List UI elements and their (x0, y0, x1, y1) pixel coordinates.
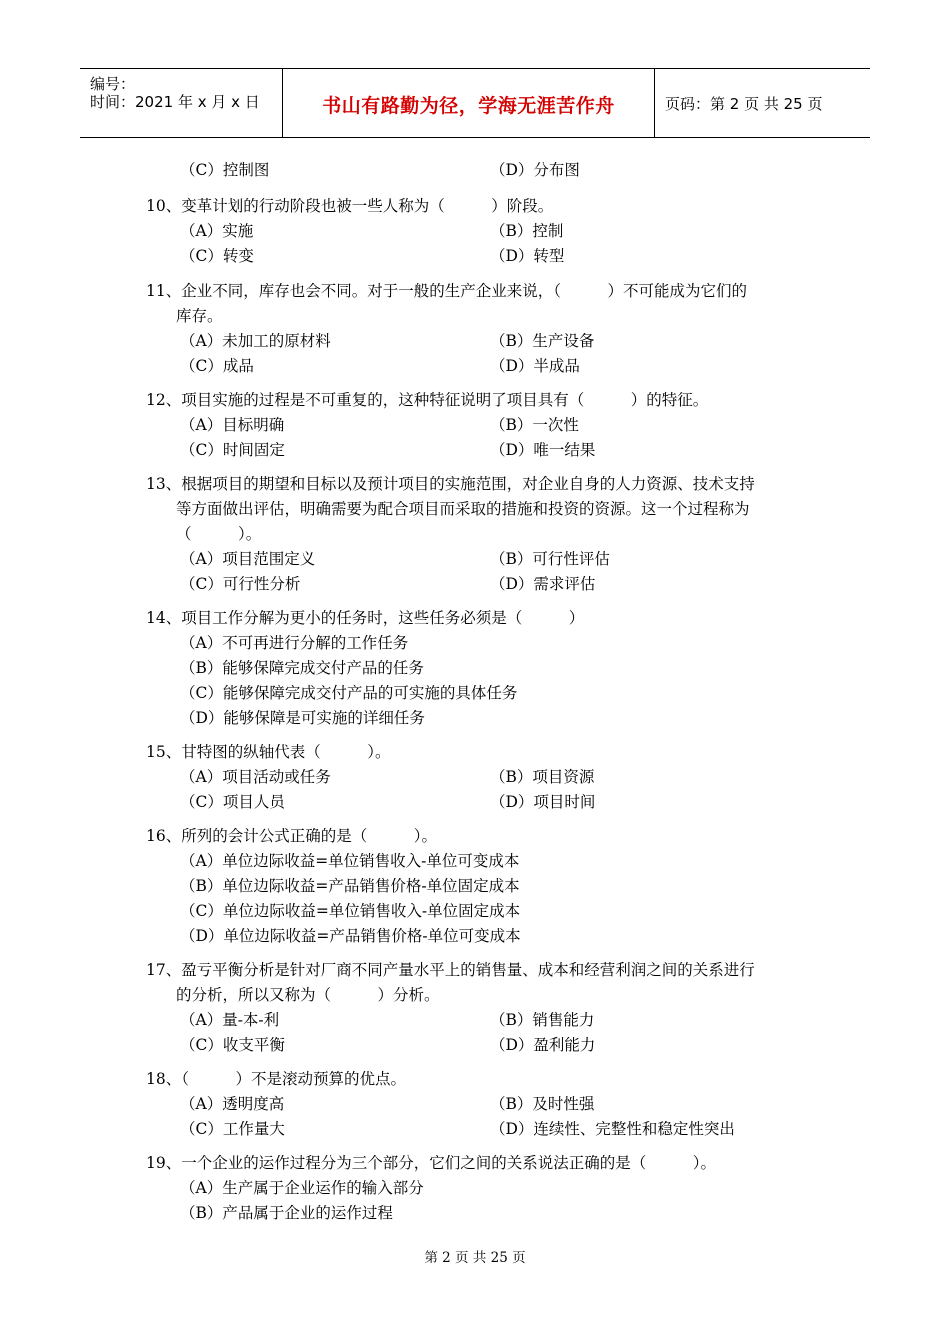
answer-option: （D）能够保障是可实施的详细任务 (180, 709, 425, 727)
answer-option: （C）成品 (180, 357, 254, 375)
question-stem-continuation: （ ）。 (176, 525, 262, 543)
question-stem: 13、根据项目的期望和目标以及预计项目的实施范围，对企业自身的人力资源、技术支持 (146, 475, 755, 493)
answer-option: （A）实施 (180, 222, 254, 240)
answer-option: （A）不可再进行分解的工作任务 (180, 634, 409, 652)
document-date-label: 时间：2021 年 x 月 x 日 (90, 93, 260, 111)
question-stem-continuation: 库存。 (176, 307, 223, 325)
answer-option: （D）盈利能力 (490, 1036, 596, 1054)
answer-option: （B）控制 (490, 222, 564, 240)
question-stem: 16、所列的会计公式正确的是（ ）。 (146, 827, 437, 845)
question-stem: 17、盈亏平衡分析是针对厂商不同产量水平上的销售量、成本和经营利润之间的关系进行 (146, 961, 755, 979)
answer-option: （B）单位边际收益=产品销售价格-单位固定成本 (180, 877, 520, 895)
answer-option: （C）项目人员 (180, 793, 285, 811)
question-stem: 18、（ ）不是滚动预算的优点。 (146, 1070, 406, 1088)
document-number-label: 编号： (90, 75, 136, 93)
answer-option: （D）需求评估 (490, 575, 596, 593)
answer-option: （C）单位边际收益=单位销售收入-单位固定成本 (180, 902, 521, 920)
answer-option: （B）销售能力 (490, 1011, 595, 1029)
header-page-info: 页码：第 2 页 共 25 页 (665, 95, 823, 113)
answer-option: （A）未加工的原材料 (180, 332, 331, 350)
answer-option: （A）目标明确 (180, 416, 285, 434)
answer-option: （A）透明度高 (180, 1095, 285, 1113)
answer-option: （B）产品属于企业的运作过程 (180, 1204, 393, 1222)
answer-option: （A）量-本-利 (180, 1011, 280, 1029)
answer-option: （B）可行性评估 (490, 550, 610, 568)
answer-option: （D）转型 (490, 247, 565, 265)
answer-option: （B）生产设备 (490, 332, 595, 350)
header-motto: 书山有路勤为径，学海无涯苦作舟 (322, 95, 615, 117)
answer-option: （D）单位边际收益=产品销售价格-单位可变成本 (180, 927, 521, 945)
header-meta-cell (80, 69, 283, 137)
answer-option: （B）能够保障完成交付产品的任务 (180, 659, 424, 677)
page-footer: 第 2 页 共 25 页 (424, 1250, 526, 1266)
question-stem: 12、项目实施的过程是不可重复的，这种特征说明了项目具有（ ）的特征。 (146, 391, 709, 409)
answer-option: （C）收支平衡 (180, 1036, 285, 1054)
question-stem: 14、项目工作分解为更小的任务时，这些任务必须是（ ） (146, 609, 585, 627)
document-header (80, 68, 870, 138)
question-stem: 11、企业不同，库存也会不同。对于一般的生产企业来说，（ ）不可能成为它们的 (146, 282, 747, 300)
answer-option: （B）一次性 (490, 416, 579, 434)
answer-option: （D）连续性、完整性和稳定性突出 (490, 1120, 735, 1138)
answer-option: （D）唯一结果 (490, 441, 596, 459)
header-motto-cell (283, 69, 655, 137)
answer-option: （A）单位边际收益=单位销售收入-单位可变成本 (180, 852, 520, 870)
answer-option: （C）时间固定 (180, 441, 285, 459)
answer-option: （C）转变 (180, 247, 254, 265)
answer-option: （A）项目范围定义 (180, 550, 316, 568)
answer-option: （C）工作量大 (180, 1120, 285, 1138)
answer-option: （A）生产属于企业运作的输入部分 (180, 1179, 424, 1197)
answer-option: （D）分布图 (490, 161, 580, 179)
answer-option: （B）及时性强 (490, 1095, 595, 1113)
answer-option: （C）可行性分析 (180, 575, 301, 593)
question-stem: 19、一个企业的运作过程分为三个部分，它们之间的关系说法正确的是（ ）。 (146, 1154, 716, 1172)
answer-option: （C）控制图 (180, 161, 270, 179)
answer-option: （C）能够保障完成交付产品的可实施的具体任务 (180, 684, 518, 702)
answer-option: （A）项目活动或任务 (180, 768, 331, 786)
question-stem-continuation: 的分析，所以又称为（ ）分析。 (176, 986, 440, 1004)
answer-option: （D）项目时间 (490, 793, 596, 811)
header-page-cell (655, 69, 870, 137)
question-stem-continuation: 等方面做出评估，明确需要为配合项目而采取的措施和投资的资源。这一个过程称为 (176, 500, 750, 518)
question-stem: 10、变革计划的行动阶段也被一些人称为（ ）阶段。 (146, 197, 554, 215)
answer-option: （D）半成品 (490, 357, 580, 375)
question-stem: 15、甘特图的纵轴代表（ ）。 (146, 743, 391, 761)
answer-option: （B）项目资源 (490, 768, 595, 786)
